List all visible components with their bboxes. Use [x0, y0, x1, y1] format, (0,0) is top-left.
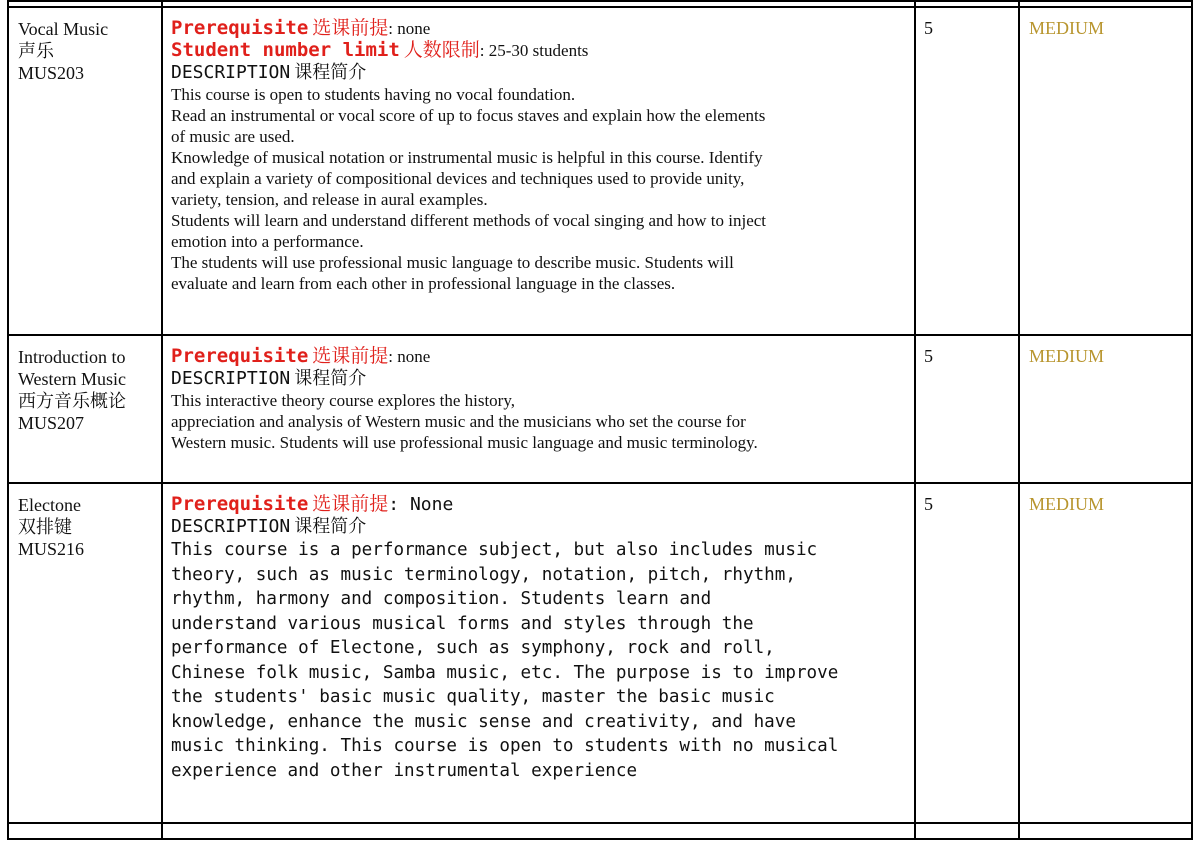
description-body: [171, 84, 906, 294]
course-table: [7, 0, 1193, 840]
course-name-en-line2: Western Music: [18, 369, 127, 389]
description-heading: [171, 62, 906, 84]
description-label: DESCRIPTION: [171, 516, 291, 537]
table-row: [8, 483, 1192, 823]
description-line: Read an instrumental or vocal score of up to focus staves and explain how the elements: [171, 106, 766, 125]
description-line: The students will use professional music language to describe music. Students will: [171, 253, 734, 272]
course-credits: 5: [915, 335, 1019, 483]
course-code: MUS207: [18, 413, 85, 433]
description-label-cn: 课程简介: [294, 368, 367, 389]
course-name-cn: 西方音乐概论: [18, 391, 126, 411]
description-line: Chinese folk music, Samba music, etc. The purpose is to improve: [171, 662, 839, 683]
prerequisite-line: [171, 346, 906, 368]
course-name-en: Vocal Music: [18, 19, 109, 39]
prerequisite-label: Prerequisite: [171, 17, 309, 39]
course-level: MEDIUM: [1019, 7, 1192, 335]
description-line: of music are used.: [171, 127, 295, 146]
course-level: MEDIUM: [1019, 483, 1192, 823]
description-heading: [171, 368, 906, 390]
description-body: [171, 390, 906, 453]
description-line: the students' basic music quality, master the basic music: [171, 687, 775, 707]
description-line: understand various musical forms and styles through the: [171, 613, 754, 634]
course-name-cell: [8, 483, 162, 823]
course-name-cn: 双排键: [18, 517, 72, 537]
description-line: appreciation and analysis of Western music and the musicians who set the course for: [171, 412, 746, 431]
description-heading: [171, 516, 906, 538]
table-row: [8, 335, 1192, 483]
description-label-cn: 课程简介: [294, 516, 367, 537]
description-line: and explain a variety of compositional devices and techniques used to provide unity,: [171, 169, 745, 188]
description-line: variety, tension, and release in aural examples.: [171, 190, 488, 209]
prerequisite-value: : none: [388, 347, 431, 366]
description-line: Students will learn and understand different methods of vocal singing and how to inject: [171, 211, 767, 230]
description-label: DESCRIPTION: [171, 62, 291, 83]
prerequisite-label: Prerequisite: [171, 493, 309, 515]
prerequisite-line: [171, 494, 906, 516]
prerequisite-value: : none: [388, 19, 431, 38]
description-line: rhythm, harmony and composition. Students learn and: [171, 589, 712, 609]
description-line: performance of Electone, such as symphony, rock and roll,: [171, 638, 775, 658]
course-code: MUS203: [18, 63, 85, 83]
course-name-en-line1: Introduction to: [18, 347, 126, 367]
description-line: This course is a performance subject, but also includes music: [171, 540, 818, 560]
description-line: emotion into a performance.: [171, 232, 364, 251]
description-label: DESCRIPTION: [171, 368, 291, 389]
table-row-continuation: [8, 823, 1192, 839]
course-credits: 5: [915, 483, 1019, 823]
student-limit-line: [171, 40, 906, 62]
course-level: MEDIUM: [1019, 335, 1192, 483]
description-body: [171, 538, 906, 783]
course-description-cell: [162, 483, 915, 823]
course-description-cell: [162, 7, 915, 335]
table-row: [8, 7, 1192, 335]
prerequisite-value: : None: [388, 494, 454, 515]
prerequisite-line: [171, 18, 906, 40]
course-name-cn: 声乐: [18, 41, 54, 61]
description-line: Knowledge of musical notation or instrumental music is helpful in this course. Identify: [171, 148, 763, 167]
description-line: evaluate and learn from each other in professional language in the classes.: [171, 274, 676, 293]
prerequisite-label-cn: 选课前提: [312, 493, 389, 515]
course-code: MUS216: [18, 539, 85, 559]
student-limit-value: : 25-30 students: [479, 41, 589, 60]
description-line: knowledge, enhance the music sense and creativity, and have: [171, 711, 796, 732]
prerequisite-label-cn: 选课前提: [312, 17, 389, 39]
description-line: This interactive theory course explores the history,: [171, 391, 515, 410]
description-line: This course is open to students having no vocal foundation.: [171, 85, 576, 104]
description-line: Western music. Students will use professional music language and music terminology.: [171, 433, 758, 452]
course-description-cell: [162, 335, 915, 483]
prerequisite-label-cn: 选课前提: [312, 345, 389, 367]
description-line: theory, such as music terminology, notation, pitch, rhythm,: [171, 564, 796, 585]
student-limit-label: Student number limit: [171, 39, 400, 61]
description-label-cn: 课程简介: [294, 62, 367, 83]
course-credits: 5: [915, 7, 1019, 335]
prerequisite-label: Prerequisite: [171, 345, 309, 367]
course-name-en: Electone: [18, 495, 81, 515]
student-limit-label-cn: 人数限制: [403, 39, 480, 61]
description-line: music thinking. This course is open to students with no musical: [171, 736, 839, 756]
course-name-cell: [8, 335, 162, 483]
description-line: experience and other instrumental experience: [171, 760, 638, 781]
course-name-cell: [8, 7, 162, 335]
